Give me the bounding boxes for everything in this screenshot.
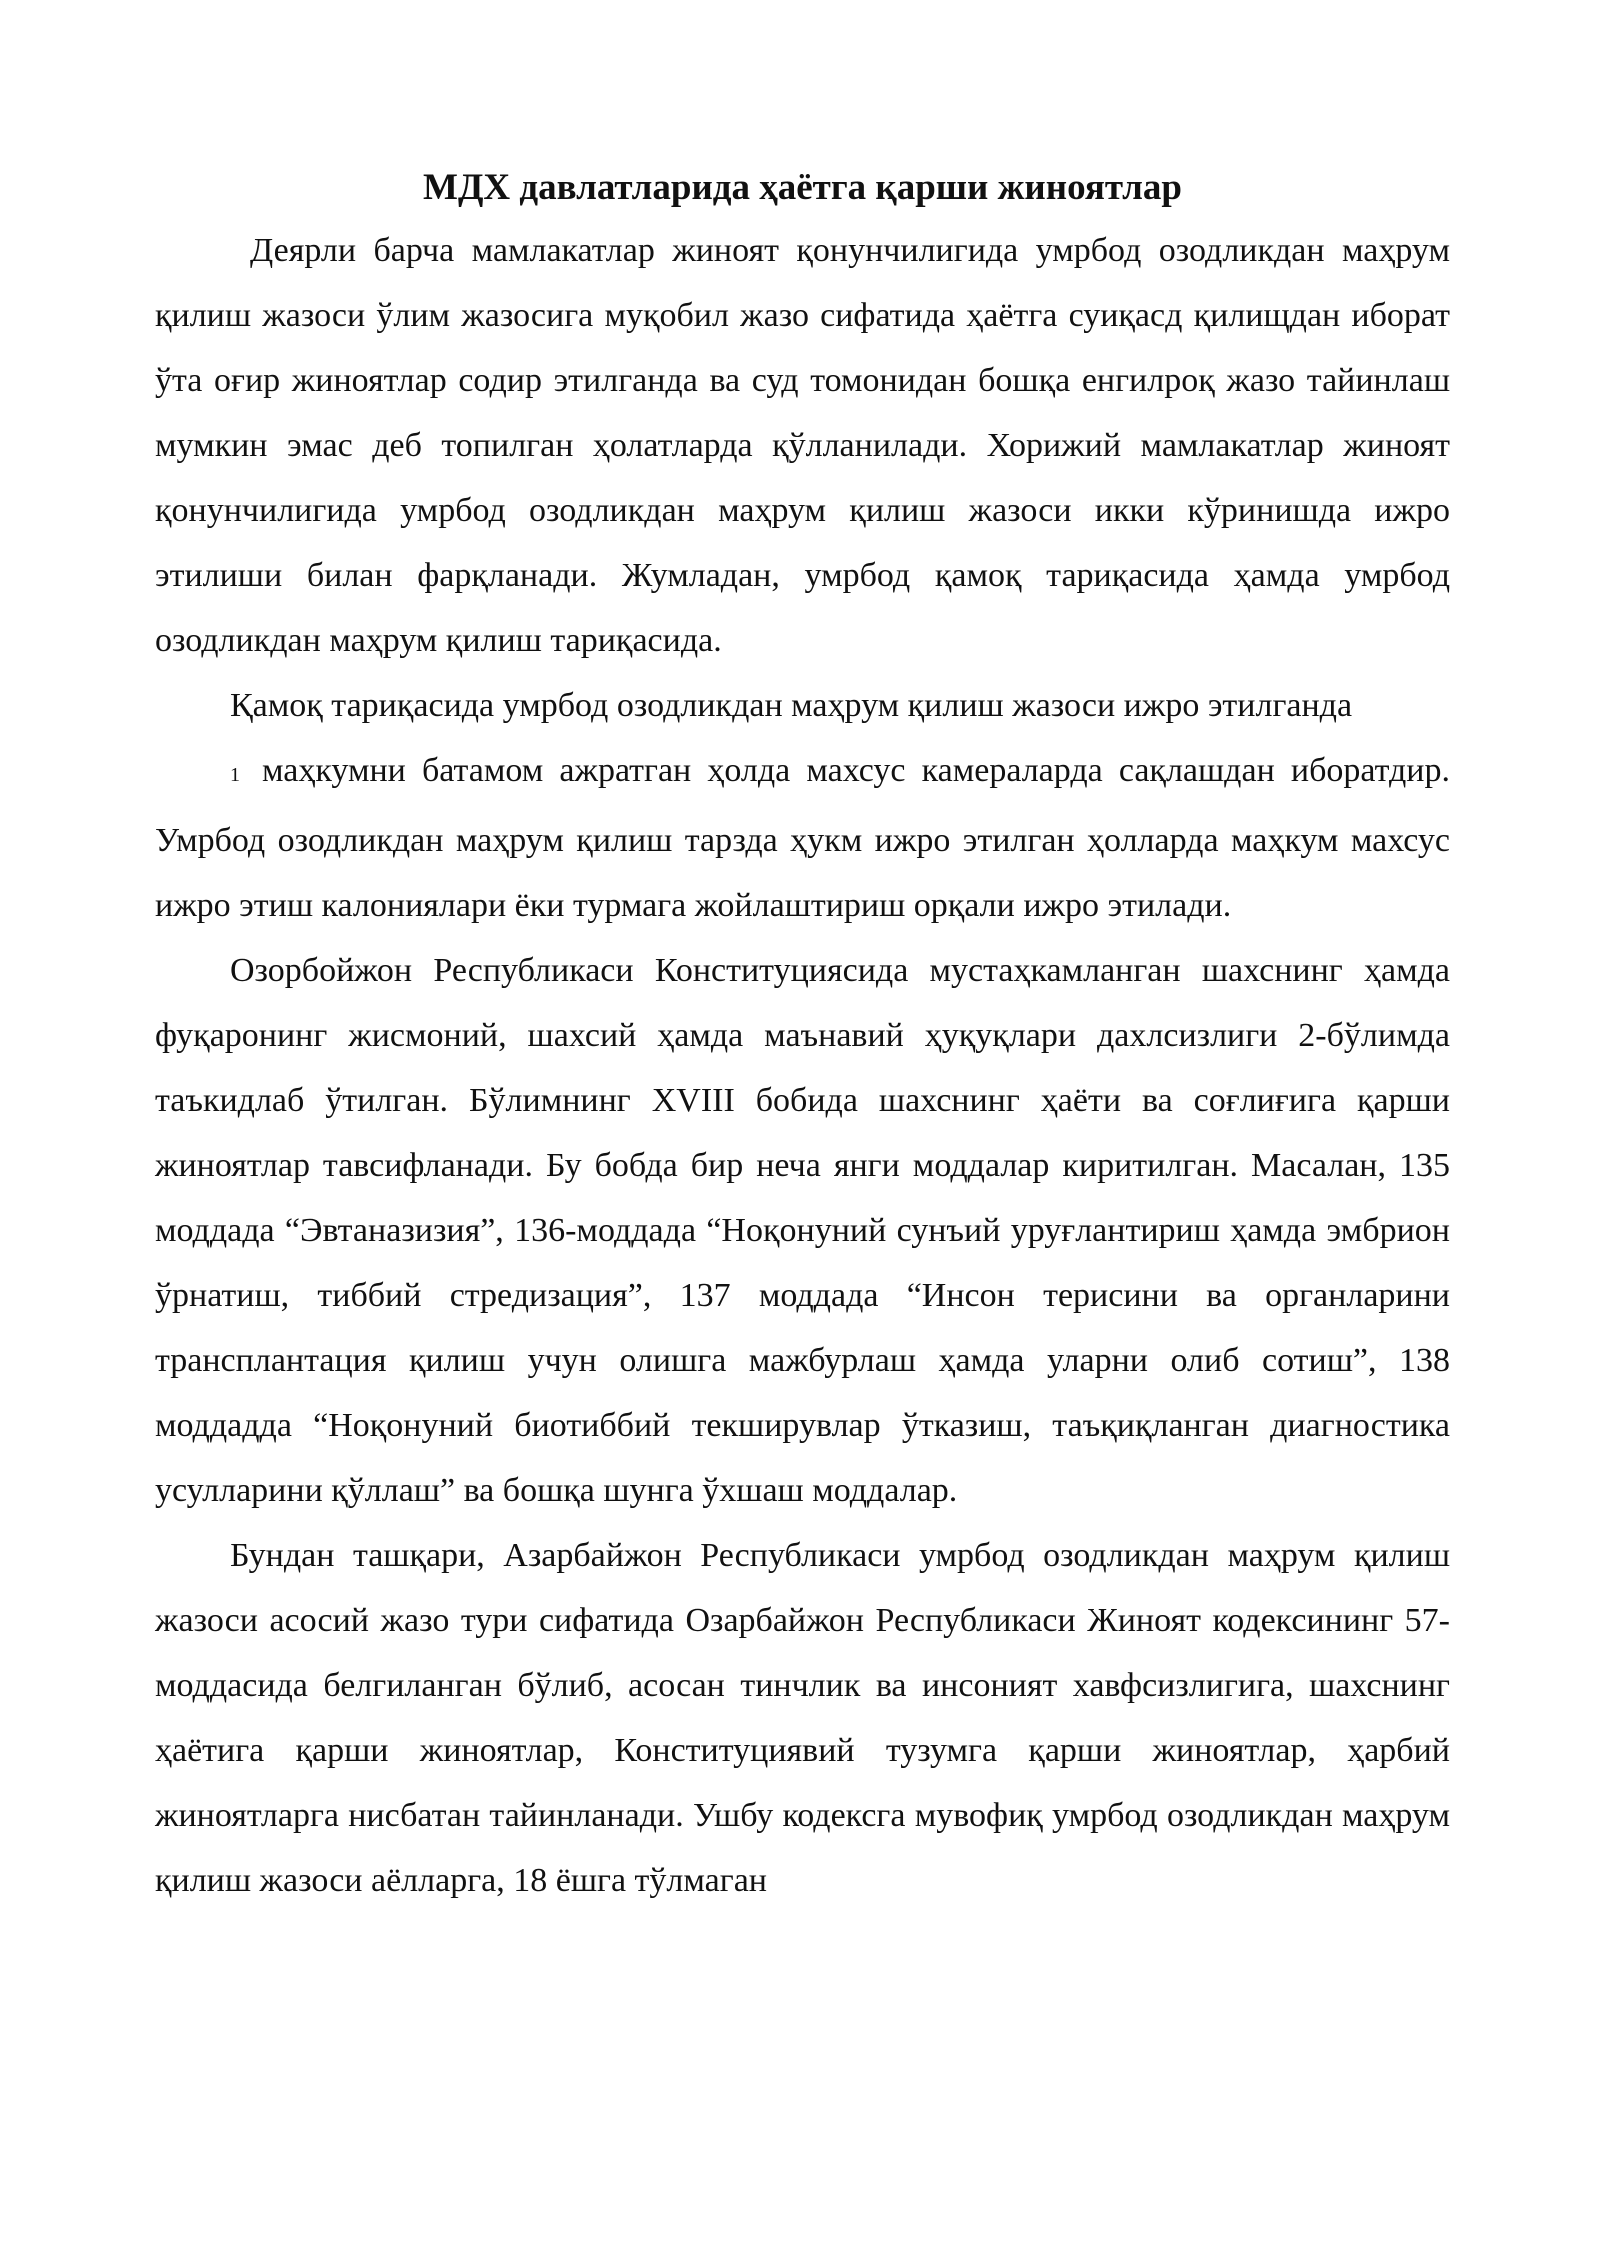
paragraph-5: Бундан ташқари, Азарбайжон Республикаси умрбод озодликдан маҳрум қилиш жазоси асосий жазо тури сифатида Озарбайжон Республикаси Жиноят кодексининг 57-моддасида белгиланган бўлиб, асосан тинчлик ва инсоният хавфсизлигига, шахснинг ҳаётига қарши жиноятлар, Конституциявий тузумга қарши жиноятлар, ҳарбий жиноятларга нисбатан тайинланади. Ушбу кодексга мувофиқ умрбод озодликдан маҳрум қилиш жазоси аёлларга, 18 ёшга тўлмаган (155, 1537, 1450, 1899)
paragraph-1: Деярли барча мамлакатлар жиноят қонунчилигида умрбод озодликдан маҳрум қилиш жазоси ўлим жазосига муқобил жазо сифатида ҳаётга суиқасд қилищдан иборат ўта оғир жиноятлар содир этилганда ва суд томонидан бошқа енгилроқ жазо тайинлаш мумкин эмас деб топилган ҳолатларда қўлланилади. Хорижий мамлакатлар жиноят қонунчилигида умрбод озодликдан маҳрум қилиш жазоси икки кўринишда ижро этилиши билан фарқланади. Жумладан, умрбод қамоқ тариқасида ҳамда умрбод озодликдан маҳрум қилиш тариқасида. (155, 232, 1450, 659)
paragraph-3 (155, 738, 1450, 938)
paragraph-3-text: маҳкумни батамом ажратган ҳолда махсус камераларда сақлашдан иборатдир. Умрбод озодликдан маҳрум қилиш тарзда ҳукм ижро этилган ҳолларда маҳкум махсус ижро этиш калониялари ёки турмага жойлаштириш орқали ижро этилади. (155, 752, 1450, 924)
document-page (155, 150, 1450, 1913)
document-title: МДХ давлатларида ҳаётга қарши жиноятлар (423, 167, 1182, 208)
footnote-marker: 1 (230, 764, 240, 786)
paragraph-2: Қамоқ тариқасида умрбод озодликдан маҳрум қилиш жазоси ижро этилганда (230, 687, 1353, 724)
paragraph-4: Озорбойжон Республикаси Конституциясида мустаҳкамланган шахснинг ҳамда фуқаронинг жисмоний, шахсий ҳамда маънавий ҳуқуқлари дахлсизлиги 2-бўлимда таъкидлаб ўтилган. Бўлимнинг XVIII бобида шахснинг ҳаёти ва соғлиғига қарши жиноятлар тавсифланади. Бу бобда бир неча янги моддалар киритилган. Масалан, 135 моддада “Эвтаназизия”, 136-моддада “Ноқонуний сунъий уруғлантириш ҳамда эмбрион ўрнатиш, тиббий стредизация”, 137 моддада “Инсон терисини ва органларини трансплантация қилиш учун олишга мажбурлаш ҳамда уларни олиб сотиш”, 138 моддадда “Ноқонуний биотиббий текширувлар ўтказиш, таъқиқланган диагностика усулларини қўллаш” ва бошқа шунга ўхшаш моддалар. (155, 952, 1450, 1509)
